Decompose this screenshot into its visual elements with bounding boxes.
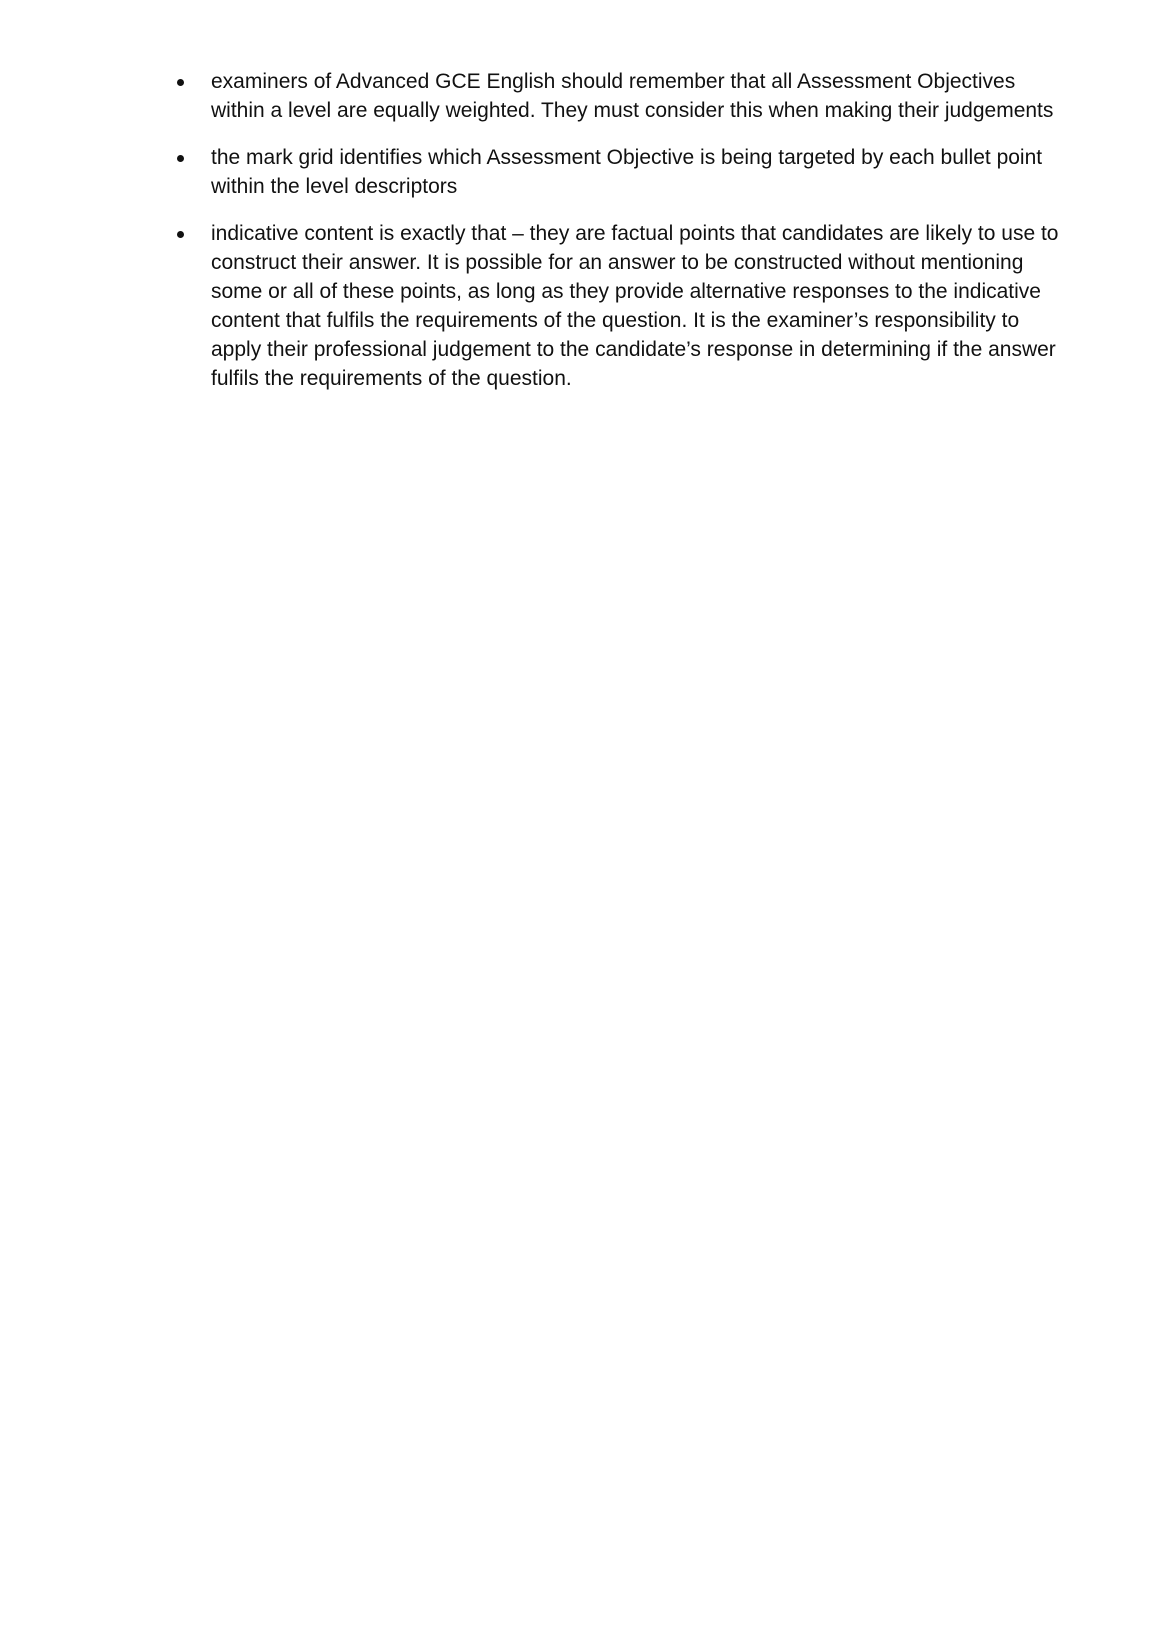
bullet-item-indicative-content [169, 219, 1069, 393]
guidance-bullet-list [169, 67, 1069, 411]
bullet-icon [177, 155, 184, 162]
bullet-text: indicative content is exactly that – they are factual points that candidates are likely to use to construct their answer. It is possible for an answer to be constructed without mentioning some or all of these points, as long as they provide alternative responses to the indicative content that fulfils the requirements of the question. It is the examiner’s responsibility to apply their professional judgement to the candidate’s response in determining if the answer fulfils the requirements of the question. [211, 222, 1059, 390]
bullet-text: the mark grid identifies which Assessment Objective is being targeted by each bullet point within the level descriptors [211, 146, 1043, 198]
bullet-text: examiners of Advanced GCE English should remember that all Assessment Objectives within a level are equally weighted. They must consider this when making their judgements [211, 70, 1054, 122]
bullet-icon [177, 231, 184, 238]
bullet-icon [177, 79, 184, 86]
bullet-item-assessment-objectives [169, 67, 1069, 125]
bullet-item-mark-grid [169, 143, 1069, 201]
